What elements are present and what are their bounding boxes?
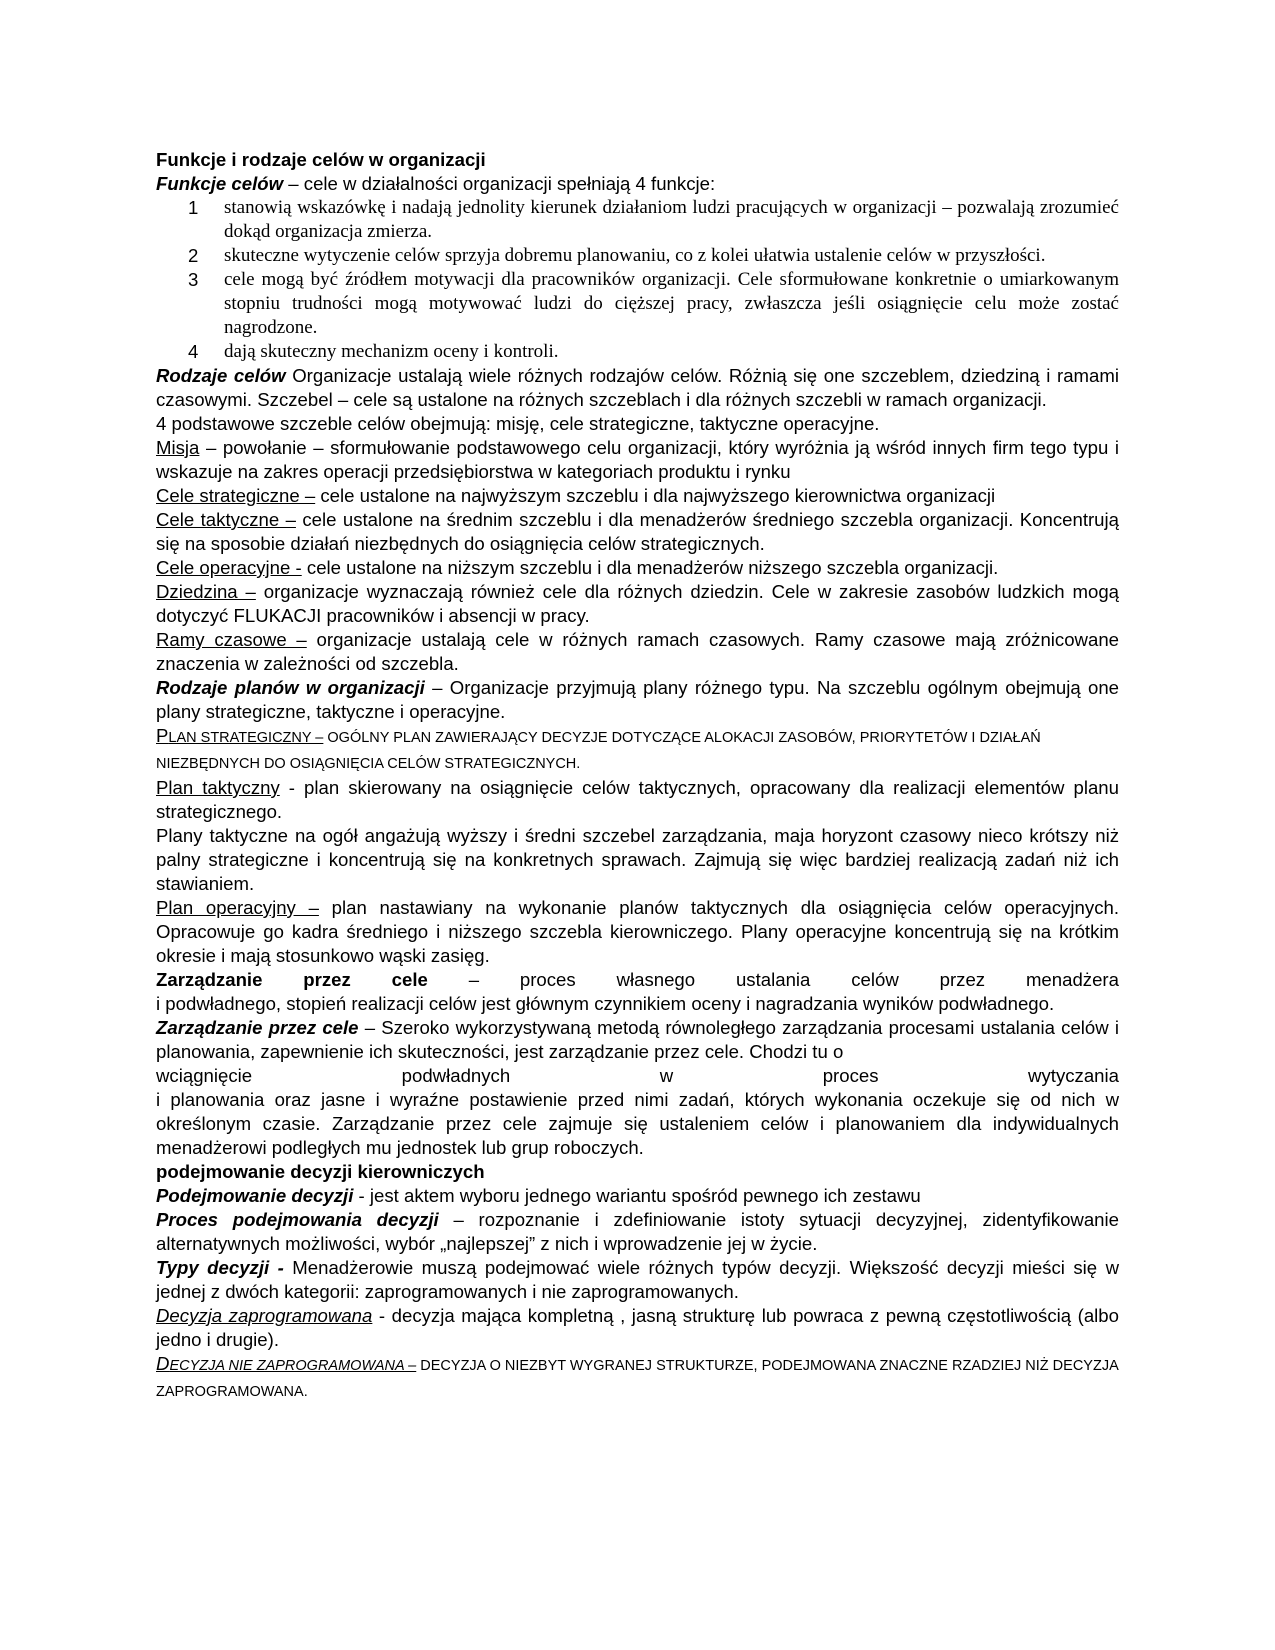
paragraph-dziedzina [156, 580, 1119, 628]
term: Cele strategiczne – [156, 485, 316, 506]
word: cele [391, 969, 428, 990]
term: Podejmowanie decyzji [156, 1185, 354, 1206]
paragraph-cele-strategiczne [156, 484, 1119, 508]
paragraph-plany-taktyczne: Plany taktyczne na ogół angażują wyższy i średni szczebel zarządzania, maja horyzont czasowy nieco krótszy niż palny strategiczne i koncentrują się na konkretnych sprawach. Zajmują się więc bardziej realizacją zadań niż ich stawianiem. [156, 825, 1119, 894]
paragraph-cele-operacyjne [156, 556, 1119, 580]
functions-list [156, 196, 1119, 364]
term: Funkcje celów [156, 173, 284, 194]
list-number: 4 [188, 341, 199, 362]
paragraph-typy [156, 1256, 1119, 1304]
term: Misja [156, 437, 200, 458]
paragraph-zpc2-rest: i planowania oraz jasne i wyraźne postawienie przed nimi zadań, których wykonania oczekuje się od nich w określonym czasie. Zarządzanie przez cele zajmuje się ustaleniem celów i planowaniem dla indywidualnych menadżerowi podległych mu jednostek lub grup roboczych. [156, 1089, 1119, 1158]
text: – Organizacje przyjmują plany różnego typu. Na szczeblu ogólnym obejmują one plany strategiczne, taktyczne i operacyjne. [156, 677, 1120, 722]
paragraph-four-levels: 4 podstawowe szczeble celów obejmują: misję, cele strategiczne, taktyczne operacyjne. [156, 413, 880, 434]
text: organizacje ustalają cele w różnych ramach czasowych. Ramy czasowe mają zróżnicowane znaczenia w zależności od szczebla. [156, 629, 1120, 674]
paragraph-podejmowanie [156, 1184, 1119, 1208]
term: Decyzja zaprogramowana [156, 1305, 373, 1326]
text: – Szeroko wykorzystywaną metodą równoległego zarządzania procesami ustalania celów i planowania, zapewnienie ich skuteczności, jest zarządzanie przez cele. Chodzi tu o [156, 1017, 1119, 1062]
list-text: dają skuteczny mechanizm oceny i kontroli. [224, 341, 559, 362]
word: proces [519, 969, 576, 990]
paragraph-zpc1-line1 [156, 968, 1119, 992]
list-number: 1 [188, 197, 199, 218]
text: – cele w działalności organizacji spełniają 4 funkcje: [283, 173, 716, 194]
list-item [156, 340, 1119, 364]
paragraph-funkcje [156, 172, 1119, 196]
paragraph-plan-operacyjny [156, 896, 1119, 968]
word: własnego [616, 969, 696, 990]
list-number: 2 [188, 245, 199, 266]
paragraph-plan-taktyczny [156, 776, 1119, 824]
paragraph-ramy-czasowe [156, 628, 1119, 676]
text: - decyzja mająca kompletną , jasną strukturę lub powraca z pewną częstotliwością (albo jedno i drugie). [156, 1305, 1119, 1350]
word: Zarządzanie [156, 969, 263, 990]
term: Proces podejmowania decyzji [156, 1209, 439, 1230]
text: cele ustalone na średnim szczeblu i dla menadżerów średniego szczebla organizacji. Koncentrują się na sposobie działań niezbędnych do osiągnięcia celów strategicznych. [156, 509, 1119, 554]
word: przez [939, 969, 986, 990]
text: Organizacje ustalają wiele różnych rodzajów celów. Różnią się one szczeblem, dziedziną i ramami czasowymi. Szczebel – cele są ustalone na różnych szczeblach i dla różnych szczebli w ramach organizacji. [156, 365, 1119, 410]
term-smallcaps: LAN STRATEGICZNY – [168, 730, 324, 746]
paragraph-plan-strategiczny [156, 724, 1119, 776]
word: wciągnięcie [156, 1065, 253, 1086]
paragraph-zpc2 [156, 1016, 1119, 1064]
text: cele ustalone na najwyższym szczeblu i dla najwyższego kierownictwa organizacji [315, 485, 996, 506]
paragraph-misja [156, 436, 1119, 484]
text: organizacje wyznaczają również cele dla różnych dziedzin. Cele w zakresie zasobów ludzkich mogą dotyczyć FLUKACJI pracowników i absencji w pracy. [156, 581, 1119, 626]
text: plan nastawiany na wykonanie planów taktycznych dla osiągnięcia celów operacyjnych. Opracowuje go kadra średniego i niższego szczebla kierowniczego. Plany operacyjne koncentrują się na krótkim okresie i mają stosunkowo wąski zasięg. [156, 897, 1119, 966]
list-text: skuteczne wytyczenie celów sprzyja dobremu planowaniu, co z kolei ułatwia ustalenie celów w przyszłości. [224, 245, 1046, 266]
paragraph-decyzja-nie [156, 1352, 1119, 1404]
word: podwładnych [401, 1065, 511, 1086]
word: wytyczania [1028, 1065, 1119, 1086]
term: Plan operacyjny – [156, 897, 319, 918]
word: w [659, 1065, 674, 1086]
word: – [468, 969, 480, 990]
word: przez [303, 969, 351, 990]
term: Cele operacyjne - [156, 557, 302, 578]
term [156, 1353, 416, 1374]
term: Cele taktyczne – [156, 509, 296, 530]
text: OGÓLNY PLAN ZAWIERAJĄCY DECYZJE DOTYCZĄCE ALOKACJI ZASOBÓW, PRIORYTETÓW I DZIAŁAŃ NIEZBĘDNYCH DO OSIĄGNIĘCIA CELÓW STRATEGICZNYCH. [156, 730, 1041, 772]
term: Typy decyzji - [156, 1257, 284, 1278]
section-heading: Funkcje i rodzaje celów w organizacji [156, 149, 486, 170]
paragraph-decyzja-zaprogramowana [156, 1304, 1119, 1352]
term-initial: D [156, 1353, 170, 1374]
list-item [156, 244, 1119, 268]
document-body [156, 148, 1119, 1404]
paragraph-zpc1-rest: i podwładnego, stopień realizacji celów jest głównym czynnikiem oceny i nagradzania wyników podwładnego. [156, 993, 1055, 1014]
list-item [156, 196, 1119, 244]
word: ustalania [735, 969, 811, 990]
paragraph-proces [156, 1208, 1119, 1256]
list-item [156, 268, 1119, 340]
list-number: 3 [188, 269, 199, 290]
paragraph-zpc2-spread [156, 1064, 1119, 1088]
text: Menadżerowie muszą podejmować wiele różnych typów decyzji. Większość decyzji mieści się w jednej z dwóch kategorii: zaprogramowanych i nie zaprogramowanych. [156, 1257, 1119, 1302]
word: menadżera [1025, 969, 1119, 990]
term: Zarządzanie przez cele [156, 1017, 359, 1038]
term-initial: P [156, 725, 169, 746]
word: celów [851, 969, 899, 990]
list-text: cele mogą być źródłem motywacji dla pracowników organizacji. Cele sformułowane konkretnie o umiarkowanym stopniu trudności mogą motywować ludzi do cięższej pracy, zwłaszcza jeśli osiągnięcie celu może zostać nagrodzone. [224, 269, 1119, 338]
text: - jest aktem wyboru jednego wariantu spośród pewnego ich zestawu [353, 1185, 921, 1206]
term: Rodzaje planów w organizacji [156, 677, 425, 698]
paragraph-rodzaje-planow [156, 676, 1119, 724]
text: – rozpoznanie i zdefiniowanie istoty sytuacji decyzyjnej, zidentyfikowanie alternatywnych możliwości, wybór „najlepszej” z nich i wprowadzenie jej w życie. [156, 1209, 1119, 1254]
term: Dziedzina – [156, 581, 256, 602]
text: DECYZJA O NIEZBYT WYGRANEJ STRUKTURZE, PODEJMOWANA ZNACZNE RZADZIEJ NIŻ DECYZJA ZAPROGRAMOWANA. [156, 1358, 1118, 1400]
term: Ramy czasowe – [156, 629, 307, 650]
section-heading-decyzje: podejmowanie decyzji kierowniczych [156, 1161, 485, 1182]
paragraph-rodzaje-celow [156, 364, 1119, 412]
term [156, 725, 323, 746]
text: - plan skierowany na osiągnięcie celów taktycznych, opracowany dla realizacji elementów planu strategicznego. [156, 777, 1119, 822]
term: Rodzaje celów [156, 365, 286, 386]
term-smallcaps: ECYZJA NIE ZAPROGRAMOWANA – [169, 1358, 417, 1374]
text: – powołanie – sformułowanie podstawowego celu organizacji, który wyróżnia ją wśród innych firm tego typu i wskazuje na zakres operacji przedsiębiorstwa w kategoriach produktu i rynku [156, 437, 1119, 482]
paragraph-cele-taktyczne [156, 508, 1119, 556]
list-text: stanowią wskazówkę i nadają jednolity kierunek działaniom ludzi pracujących w organizacji – pozwalają zrozumieć dokąd organizacja zmierza. [224, 197, 1119, 242]
term: Plan taktyczny [156, 777, 280, 798]
word: proces [822, 1065, 879, 1086]
text: cele ustalone na niższym szczeblu i dla menadżerów niższego szczebla organizacji. [301, 557, 999, 578]
